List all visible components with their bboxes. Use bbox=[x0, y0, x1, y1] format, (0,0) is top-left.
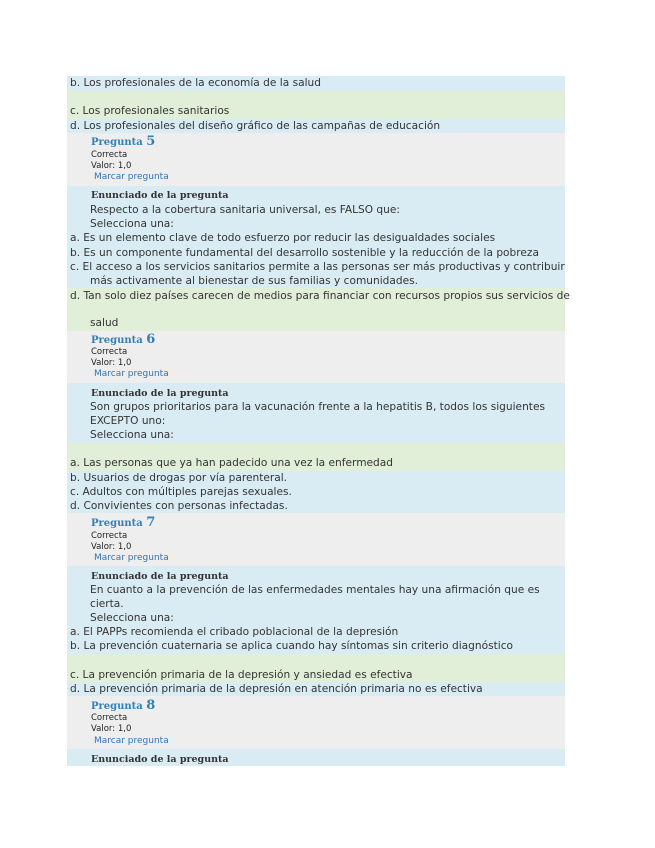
q5-option-b[interactable]: b. Es un componente fundamental del desarrollo sostenible y la reducción de la pobreza bbox=[70, 247, 539, 259]
q7-option-b[interactable]: b. La prevención cuaternaria se aplica cuando hay síntomas sin criterio diagnóstico bbox=[70, 640, 514, 652]
q6-option-b[interactable]: b. Usuarios de drogas por vía parenteral. bbox=[70, 472, 288, 484]
q6-option-d[interactable]: d. Convivientes con personas infectadas. bbox=[70, 500, 288, 512]
q6-stem-line2: EXCEPTO uno: bbox=[90, 415, 166, 427]
question-label: Pregunta bbox=[91, 335, 143, 346]
q6-stem-header: Enunciado de la pregunta bbox=[91, 388, 229, 399]
q5-option-a[interactable]: a. Es un elemento clave de todo esfuerzo por reducir las desigualdades sociales bbox=[70, 232, 496, 244]
q7-option-d[interactable]: d. La prevención primaria de la depresión en atención primaria no es efectiva bbox=[70, 683, 483, 695]
q7-option-a[interactable]: a. El PAPPs recomienda el cribado poblacional de la depresión bbox=[70, 626, 399, 638]
q4-option-c[interactable]: c. Los profesionales sanitarios bbox=[70, 105, 230, 117]
question-number: 5 bbox=[146, 134, 156, 149]
q6-option-c[interactable]: c. Adultos con múltiples parejas sexuales. bbox=[70, 486, 292, 498]
question-number: 8 bbox=[146, 698, 156, 713]
question-number: 7 bbox=[146, 515, 156, 530]
q6-flag-link[interactable]: Marcar pregunta bbox=[94, 369, 169, 379]
q7-option-c[interactable]: c. La prevención primaria de la depresión y ansiedad es efectiva bbox=[70, 669, 413, 681]
q7-select-prompt: Selecciona una: bbox=[90, 612, 174, 624]
q5-option-c[interactable]: c. El acceso a los servicios sanitarios permite a las personas ser más productivas y contribuir bbox=[70, 261, 565, 273]
q7-stem-line2: cierta. bbox=[90, 598, 124, 610]
q5-option-c-cont: más activamente al bienestar de sus familias y comunidades. bbox=[90, 275, 419, 287]
q6-value: Valor: 1,0 bbox=[91, 358, 132, 368]
q7-flag-link[interactable]: Marcar pregunta bbox=[94, 553, 169, 563]
q5-stem-header: Enunciado de la pregunta bbox=[91, 190, 229, 201]
q5-flag-link[interactable]: Marcar pregunta bbox=[94, 172, 169, 182]
q6-status: Correcta bbox=[91, 347, 128, 357]
question-label: Pregunta bbox=[91, 701, 143, 712]
q5-status: Correcta bbox=[91, 150, 128, 160]
question-label: Pregunta bbox=[91, 518, 143, 529]
q8-title bbox=[91, 699, 155, 713]
q8-status: Correcta bbox=[91, 713, 128, 723]
q8-value: Valor: 1,0 bbox=[91, 724, 132, 734]
q7-status: Correcta bbox=[91, 531, 128, 541]
q7-value: Valor: 1,0 bbox=[91, 542, 132, 552]
q5-select-prompt: Selecciona una: bbox=[90, 218, 174, 230]
q8-stem-header: Enunciado de la pregunta bbox=[91, 754, 229, 765]
q5-option-d[interactable]: d. Tan solo diez países carecen de medios para financiar con recursos propios sus servicios de bbox=[70, 290, 570, 302]
q4-option-d[interactable]: d. Los profesionales del diseño gráfico de las campañas de educación bbox=[70, 120, 441, 132]
question-label: Pregunta bbox=[91, 137, 143, 148]
q6-option-a[interactable]: a. Las personas que ya han padecido una vez la enfermedad bbox=[70, 457, 393, 469]
q5-value: Valor: 1,0 bbox=[91, 161, 132, 171]
q6-stem-line1: Son grupos prioritarios para la vacunación frente a la hepatitis B, todos los siguientes bbox=[90, 401, 545, 413]
q5-title bbox=[91, 135, 155, 149]
q5-stem: Respecto a la cobertura sanitaria universal, es FALSO que: bbox=[90, 204, 400, 216]
q4-option-b[interactable]: b. Los profesionales de la economía de la salud bbox=[70, 77, 321, 89]
q6-select-prompt: Selecciona una: bbox=[90, 429, 174, 441]
q7-title bbox=[91, 516, 155, 530]
question-number: 6 bbox=[146, 332, 156, 347]
q8-flag-link[interactable]: Marcar pregunta bbox=[94, 736, 169, 746]
q7-stem-header: Enunciado de la pregunta bbox=[91, 571, 229, 582]
q6-title bbox=[91, 333, 155, 347]
q7-stem-line1: En cuanto a la prevención de las enfermedades mentales hay una afirmación que es bbox=[90, 584, 540, 596]
q5-option-d-cont: salud bbox=[90, 317, 119, 329]
